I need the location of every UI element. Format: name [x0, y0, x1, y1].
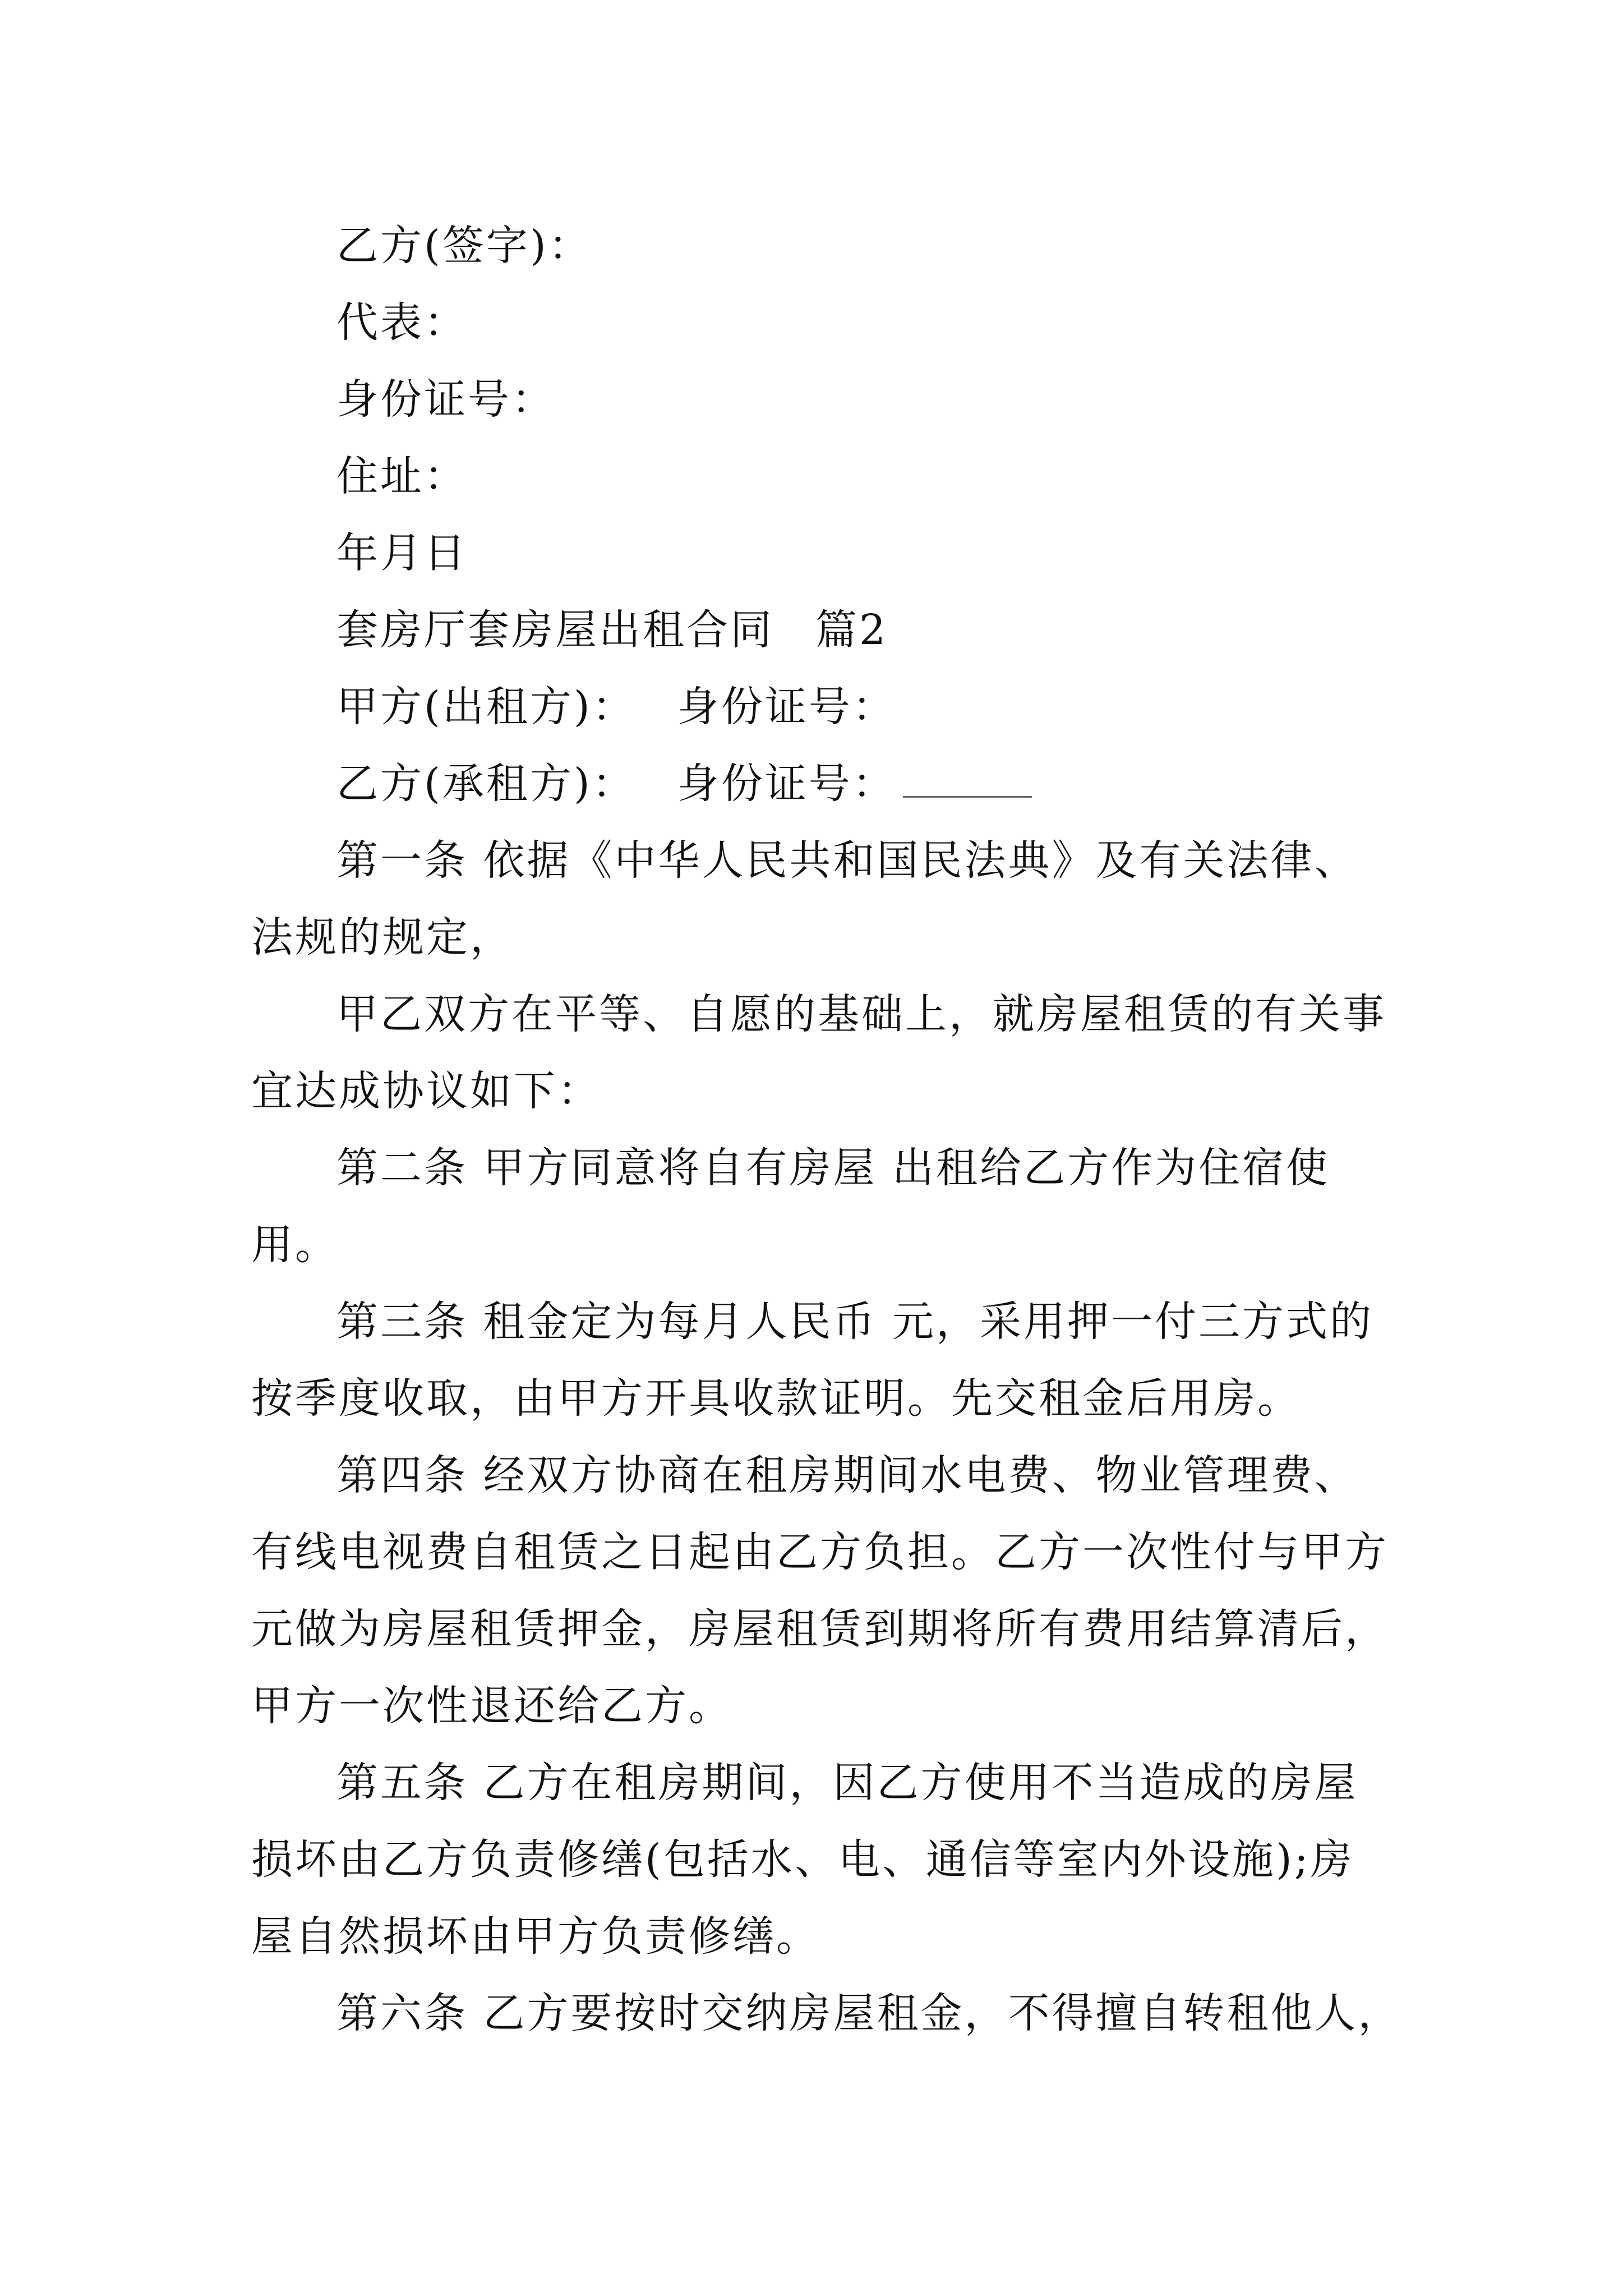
- article-4-line-1: 第四条 经双方协商在租房期间水电费、物业管理费、: [336, 1451, 1358, 1499]
- party-a-line: [336, 679, 896, 735]
- party-b-label: 乙方(承租方)：: [336, 760, 636, 808]
- article-1b-line-1: 甲乙双方在平等、自愿的基础上，就房屋租赁的有关事: [336, 990, 1386, 1038]
- date-label: 年月日: [336, 529, 468, 577]
- article-3-line-1: 第三条 租金定为每月人民币 元，采用押一付三方式的: [336, 1297, 1374, 1346]
- article-5-line-3: 屋自然损坏由甲方负责修缮。: [251, 1912, 820, 1961]
- article-6-line-1: 第六条 乙方要按时交纳房屋租金，不得擅自转租他人，: [336, 1989, 1402, 2037]
- article-1-line-2: 法规的规定，: [251, 913, 514, 961]
- article-2-line-2: 用。: [251, 1221, 339, 1269]
- party-b-id-blank: [903, 757, 1032, 798]
- party-a-id-label: 身份证号：: [677, 683, 896, 731]
- article-2-line-1: 第二条 甲方同意将自有房屋 出租给乙方作为住宿使: [336, 1144, 1330, 1192]
- contract-heading: [336, 602, 888, 658]
- article-4-line-3: 元做为房屋租赁押金，房屋租赁到期将所有费用结算清后，: [251, 1605, 1389, 1653]
- article-4-line-4: 甲方一次性退还给乙方。: [251, 1682, 732, 1730]
- id-number-label: 身份证号：: [336, 375, 555, 424]
- address-label: 住址：: [336, 452, 468, 500]
- contract-part: 篇2: [815, 606, 888, 654]
- party-b-id-label: 身份证号：: [677, 760, 896, 808]
- contract-title: 套房厅套房屋出租合同: [336, 606, 774, 654]
- party-b-line: [336, 756, 1032, 812]
- article-5-line-1: 第五条 乙方在租房期间，因乙方使用不当造成的房屋: [336, 1759, 1358, 1807]
- article-1b-line-2: 宜达成协议如下：: [251, 1067, 601, 1115]
- party-b-sign-label: 乙方(签字)：: [336, 222, 592, 270]
- article-3-line-2: 按季度收取，由甲方开具收款证明。先交租金后用房。: [251, 1374, 1301, 1423]
- article-1-line-1: 第一条 依据《中华人民共和国民法典》及有关法律、: [336, 836, 1358, 885]
- party-a-label: 甲方(出租方)：: [336, 683, 636, 731]
- article-5-line-2: 损坏由乙方负责修缮(包括水、电、通信等室内外设施);房: [251, 1835, 1354, 1884]
- article-4-line-2: 有线电视费自租赁之日起由乙方负担。乙方一次性付与甲方: [251, 1528, 1389, 1576]
- representative-label: 代表：: [336, 298, 468, 347]
